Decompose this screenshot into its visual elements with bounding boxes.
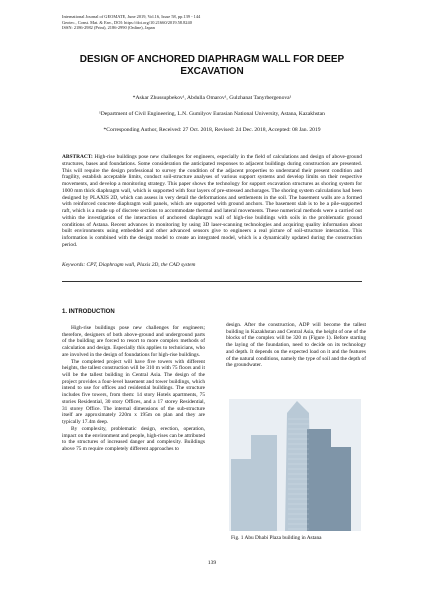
journal-header-line: ISSN: 2186-2982 (Print), 2186-2990 (Online), Japan — [62, 25, 155, 31]
journal-header — [62, 14, 382, 31]
paragraph: The completed project will have five towers with different heights, the tallest construction will be 310 m with 75 floors and it will be the tallest building in Central Asia. The design of the project provides a four-level basement and tower buildings, which intend to use for offices and residential buildings. The structure includes five towers, from them: 14 story Hotels apartments, 75 stories Residential, 30 story Offices, and a 17 storey Residential, 31 storey Office. The internal dimensions of the sub-structure itself are approximately 220m x 195m on plan and they are typically 17.4m deep. — [62, 358, 205, 426]
tower-shape — [231, 459, 253, 531]
correspondence-dates: *Corresponding Author, Received: 27 Oct. 2018, Revised: 24 Dec. 2018, Accepted: 08 Jan. 2019 — [103, 127, 321, 133]
paper-title: DESIGN OF ANCHORED DIAPHRAGM WALL FOR DEEP EXCAVATION — [79, 54, 345, 77]
left-column — [62, 325, 205, 453]
abstract-label: ABSTRACT: — [62, 154, 93, 160]
journal-header-line: International Journal of GEOMATE, June 2019, Vol.16, Issue 58, pp.139 - 144 — [62, 14, 201, 19]
section-divider — [62, 281, 362, 282]
abstract — [62, 154, 362, 249]
affiliation: ¹Department of Civil Engineering, L.N. Gumilyov Eurasian National University, Astana, Kazakhstan — [99, 111, 325, 117]
tower-shape — [307, 429, 331, 531]
figure-caption: Fig. 1 Abu Dhabi Plaza building in Astana — [231, 535, 322, 541]
section-heading-introduction: 1. INTRODUCTION — [62, 309, 115, 315]
right-column: design. After the construction, ADP will become the tallest building in Kazakhstan and Central Asia, the height of one of the blocks of the complex will be 320 m (Figure 1). Before starting the laying of the foundation, need to decide on its technology and depth. It depends on the expected load on it and the features of the natural conditions, namely the type of soil and the depth of the groundwater. — [226, 322, 366, 369]
abstract-text: High-rise buildings pose new challenges for engineers, especially in the field of calculations and design of above-ground structures, bases and foundations. Some consideration the anticipated responses to adjacent buildings during construction are presented. This will require the design professional to survey the condition of the adjacent properties to understand their present condition and fragility, establish acceptable limits, conduct soil-structure analyses of various support systems and develop limits on their respective movements, and develop a monitoring strategy. This paper shows the technology for support excavation structures as shoring system for 1000 mm thick diaphragm wall, which is supported with four layers of pre-stressed anchorages. The shoring system calculations had been designed by PLAXIS 2D, which can assess in very detail the deformations and settlements in the soil. The basement walls are a formed with reinforced concrete diaphragm wall panels, which are supported with ground anchors. The basement slab is to be a pile-supported raft, which is a made up of discrete sections to accommodate thermal and lateral movements. These numerical methods were a carried out within the investigation of the interaction of anchored diaphragm wall of high-rise buildings with soils in the problematic ground conditions of Astana. Recent advances in monitoring by using 3D laser-scanning technologies and acquiring quality information about built environments using embedded and other advanced sensors give to engineers a real picture of soil-structure interaction. This information is combined with the design model to create an integrated model, which is a dynamically updated during the construction period. — [62, 154, 362, 248]
page-number: 139 — [207, 560, 217, 566]
tower-shape — [251, 435, 277, 531]
paragraph: By complexity, problematic design, erection, operation, impact on the environment and people, high-rises can be attributed to the structures of increased danger and complexity. Buildings above 75 m require completely different approaches to — [62, 425, 205, 452]
figure-abu-dhabi-plaza-photo — [229, 399, 361, 531]
author-list: *Askar Zhussupbekov¹, Abdulla Omarov¹, Gulzhanat Tanyrbergenova¹ — [132, 95, 292, 101]
keywords: Keywords: CPT, Diaphragm wall, Plaxis 2D, the CAD system — [62, 262, 196, 268]
building-illustration — [229, 399, 361, 531]
paragraph: High-rise buildings pose new challenges for engineers; therefore, designers of both above-ground and underground parts of the building are forced to resort to more complex methods of calculation and design. Especially this applies to technicians, who are involved in the design of foundations for high-rise buildings. — [62, 325, 205, 358]
journal-header-line: Geotec., Const. Mat. & Env., DOI: https://doi.org/10.21660/2019.58.8240 — [62, 19, 192, 25]
